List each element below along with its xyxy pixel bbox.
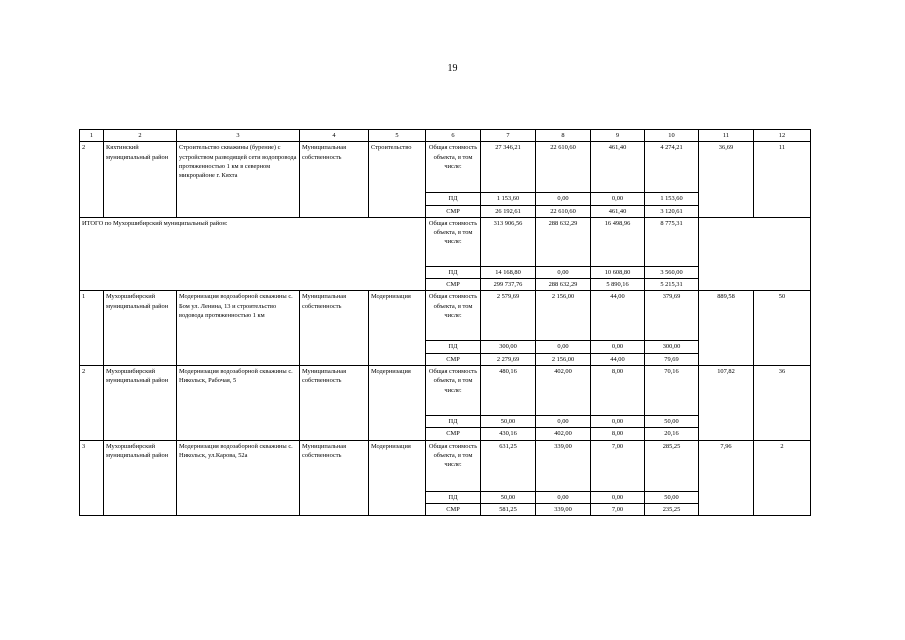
value-cell: 22 610,60 [536, 142, 591, 193]
object-cell: Модернизация водозаборной скважины с. Никольск, ул.Карова, 52а [177, 440, 300, 516]
header-cell: 5 [369, 130, 426, 142]
cost-label: Общая стоимость объекта, в том числе: [426, 142, 481, 193]
smr-label: СМР [426, 205, 481, 217]
value-cell: 16 498,96 [591, 217, 645, 266]
value-cell: 70,16 [645, 365, 699, 415]
district-cell: Мухоршибирский муниципальный район [104, 440, 177, 516]
value-cell: 2 279,69 [481, 353, 536, 365]
smr-label: СМР [426, 503, 481, 515]
value-cell: 285,25 [645, 440, 699, 491]
value-cell: 50,00 [645, 415, 699, 427]
value-cell: 480,16 [481, 365, 536, 415]
object-cell: Модернизация водозаборной скважины с. Никольск, Рабочая, 5 [177, 365, 300, 440]
ownership-cell: Муниципальная собственность [300, 440, 369, 516]
value-cell: 2 156,00 [536, 291, 591, 341]
value-cell: 44,00 [591, 353, 645, 365]
row-number: 2 [80, 142, 104, 218]
cost-label: Общая стоимость объекта, в том числе: [426, 440, 481, 491]
value-cell: 379,69 [645, 291, 699, 341]
value-cell: 461,40 [591, 142, 645, 193]
investment-table [79, 129, 811, 516]
value-cell: 5 890,16 [591, 279, 645, 291]
value-cell: 299 737,76 [481, 279, 536, 291]
header-cell: 8 [536, 130, 591, 142]
cost-label: Общая стоимость объекта, в том числе: [426, 217, 481, 266]
header-cell: 6 [426, 130, 481, 142]
value-cell: 0,00 [591, 341, 645, 353]
header-cell: 4 [300, 130, 369, 142]
value-cell: 8,00 [591, 365, 645, 415]
value-cell: 44,00 [591, 291, 645, 341]
header-row [80, 130, 811, 142]
value-cell: 7,00 [591, 440, 645, 491]
value-cell: 0,00 [536, 193, 591, 205]
value-cell: 14 168,80 [481, 266, 536, 278]
value-cell: 26 192,61 [481, 205, 536, 217]
page-number: 19 [447, 63, 458, 74]
pd-label: ПД [426, 193, 481, 205]
value-cell: 313 906,56 [481, 217, 536, 266]
value-cell: 36,69 [699, 142, 754, 218]
pd-label: ПД [426, 341, 481, 353]
header-cell: 12 [754, 130, 811, 142]
table-row [80, 142, 811, 193]
value-cell: 300,00 [481, 341, 536, 353]
smr-label: СМР [426, 428, 481, 440]
value-cell: 107,82 [699, 365, 754, 440]
ownership-cell: Муниципальная собственность [300, 142, 369, 218]
total-label: ИТОГО по Мухоршибирский муниципальный район: [80, 217, 426, 291]
value-cell: 3 560,00 [645, 266, 699, 278]
value-cell: 2 [754, 440, 811, 516]
value-cell: 79,69 [645, 353, 699, 365]
value-cell: 0,00 [591, 193, 645, 205]
work-type-cell: Модернизация [369, 440, 426, 516]
smr-label: СМР [426, 353, 481, 365]
district-cell: Мухоршибирский муниципальный район [104, 291, 177, 366]
value-cell: 8 775,31 [645, 217, 699, 266]
district-cell: Кяхтинский муниципальный район [104, 142, 177, 218]
value-cell: 50,00 [481, 415, 536, 427]
object-cell: Строительство скважины (бурение) с устройством разводящей сети водопровода протяженностью 1 км в северном микрорайоне г. Кяхта [177, 142, 300, 218]
value-cell: 461,40 [591, 205, 645, 217]
value-cell: 27 346,21 [481, 142, 536, 193]
value-cell: 288 632,29 [536, 279, 591, 291]
district-cell: Мухоршибирский муниципальный район [104, 365, 177, 440]
value-cell: 0,00 [536, 491, 591, 503]
value-cell: 0,00 [591, 415, 645, 427]
header-cell: 10 [645, 130, 699, 142]
table-row [80, 217, 811, 266]
table-row [80, 291, 811, 341]
value-cell: 1 153,60 [645, 193, 699, 205]
value-cell: 300,00 [645, 341, 699, 353]
header-cell: 7 [481, 130, 536, 142]
ownership-cell: Муниципальная собственность [300, 291, 369, 366]
object-cell: Модернизация водозаборной скважины с. Бом ул. Ленина, 13 и строительство водовода протяженностью 1 км [177, 291, 300, 366]
cost-label: Общая стоимость объекта, в том числе: [426, 365, 481, 415]
header-cell: 1 [80, 130, 104, 142]
header-cell: 11 [699, 130, 754, 142]
value-cell: 1 153,60 [481, 193, 536, 205]
value-cell: 581,25 [481, 503, 536, 515]
value-cell: 288 632,29 [536, 217, 591, 266]
value-cell: 889,58 [699, 291, 754, 366]
value-cell: 11 [754, 142, 811, 218]
value-cell: 22 610,60 [536, 205, 591, 217]
value-cell: 339,00 [536, 440, 591, 491]
work-type-cell: Строительство [369, 142, 426, 218]
value-cell: 10 608,80 [591, 266, 645, 278]
work-type-cell: Модернизация [369, 291, 426, 366]
value-cell: 7,96 [699, 440, 754, 516]
value-cell: 4 274,21 [645, 142, 699, 193]
value-cell: 2 156,00 [536, 353, 591, 365]
value-cell: 50,00 [645, 491, 699, 503]
value-cell: 235,25 [645, 503, 699, 515]
cost-label: Общая стоимость объекта, в том числе: [426, 291, 481, 341]
value-cell: 8,00 [591, 428, 645, 440]
row-number: 1 [80, 291, 104, 366]
value-cell: 5 215,31 [645, 279, 699, 291]
row-number: 2 [80, 365, 104, 440]
pd-label: ПД [426, 266, 481, 278]
value-cell: 0,00 [536, 266, 591, 278]
value-cell: 430,16 [481, 428, 536, 440]
value-cell: 20,16 [645, 428, 699, 440]
value-cell: 0,00 [591, 491, 645, 503]
ownership-cell: Муниципальная собственность [300, 365, 369, 440]
value-cell: 36 [754, 365, 811, 440]
value-cell: 402,00 [536, 428, 591, 440]
value-cell: 0,00 [536, 341, 591, 353]
table-row [80, 440, 811, 491]
value-cell: 50,00 [481, 491, 536, 503]
header-cell: 9 [591, 130, 645, 142]
value-cell: 2 579,69 [481, 291, 536, 341]
header-cell: 2 [104, 130, 177, 142]
value-cell: 631,25 [481, 440, 536, 491]
value-cell: 339,00 [536, 503, 591, 515]
empty-cell [699, 217, 811, 291]
pd-label: ПД [426, 415, 481, 427]
row-number: 3 [80, 440, 104, 516]
value-cell: 7,00 [591, 503, 645, 515]
smr-label: СМР [426, 279, 481, 291]
value-cell: 3 120,61 [645, 205, 699, 217]
value-cell: 0,00 [536, 415, 591, 427]
work-type-cell: Модернизация [369, 365, 426, 440]
table-row [80, 365, 811, 415]
header-cell: 3 [177, 130, 300, 142]
value-cell: 402,00 [536, 365, 591, 415]
pd-label: ПД [426, 491, 481, 503]
value-cell: 50 [754, 291, 811, 366]
